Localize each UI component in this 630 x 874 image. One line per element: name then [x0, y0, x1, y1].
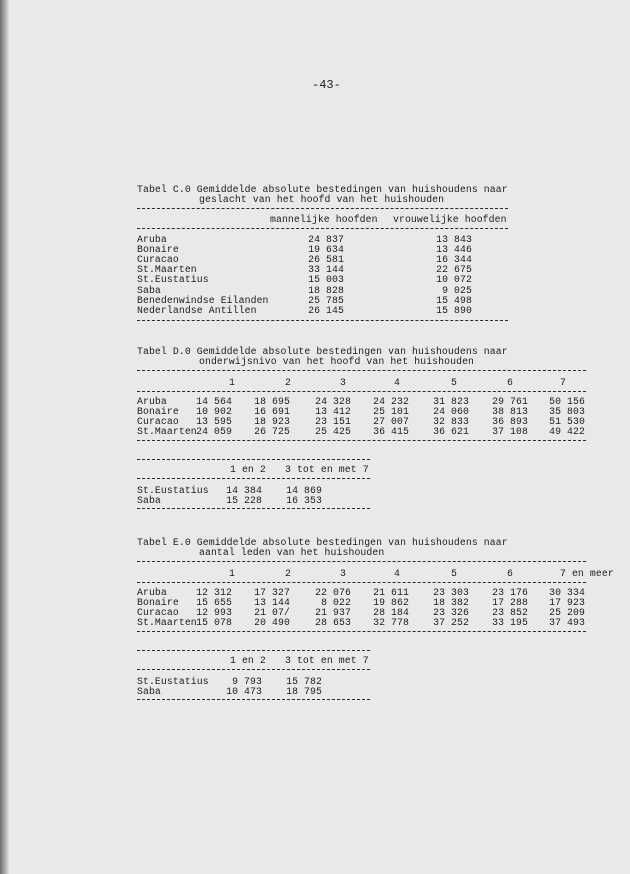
- table-cell: 22 675: [436, 264, 472, 276]
- dashed-rule: [137, 459, 370, 460]
- table-cell: 33 195: [492, 617, 528, 628]
- table-cell: 16 344: [436, 254, 472, 266]
- table-cell: 18 828: [308, 284, 344, 296]
- table-cell: 19 862: [373, 597, 409, 608]
- table-e-title: Tabel E.0 Gemiddelde absolute bestedingen van huishoudens naar: [137, 537, 508, 548]
- table-cell: 14 564: [196, 396, 232, 407]
- subtable-cell: 15 228: [226, 495, 262, 506]
- table-cell: 15 003: [308, 274, 344, 286]
- table-cell: 36 415: [373, 426, 409, 437]
- table-cell: 12 312: [196, 587, 232, 598]
- table-cell: 13 412: [315, 406, 351, 417]
- table-column-header: 5: [451, 568, 457, 579]
- table-cell: 29 761: [492, 396, 528, 407]
- table-column-header: 1: [229, 377, 235, 388]
- table-row-label: Saba: [137, 284, 161, 296]
- subtable-cell: 18 795: [286, 686, 322, 697]
- subtable-cell: 9 793: [232, 676, 262, 687]
- subtable-cell: 14 384: [226, 485, 262, 496]
- table-cell: 17 327: [254, 587, 290, 598]
- table-column-header: 7: [560, 377, 566, 388]
- table-column-header: 6: [507, 377, 513, 388]
- table-row-label: St.Maarten: [137, 617, 197, 628]
- table-cell: 25 101: [373, 406, 409, 417]
- subtable-cell: 16 353: [286, 495, 322, 506]
- table-row-label: Aruba: [137, 587, 167, 598]
- table-row-label: Curacao: [137, 607, 179, 618]
- table-row-label: Curacao: [137, 254, 179, 266]
- table-row-label: Bonaire: [137, 597, 179, 608]
- table-row-label: Benedenwindse Eilanden: [137, 294, 269, 306]
- table-cell: 9 025: [442, 284, 472, 296]
- table-row-label: Aruba: [137, 234, 167, 245]
- table-e-subtitle: aantal leden van het huishouden: [199, 547, 385, 558]
- subtable-header: 3 tot en met 7: [285, 464, 369, 475]
- table-cell: 23 176: [492, 587, 528, 598]
- table-cell: 15 078: [196, 617, 232, 628]
- table-cell: 18 382: [433, 597, 469, 608]
- table-cell: 10 072: [436, 274, 472, 286]
- table-cell: 28 653: [315, 617, 351, 628]
- table-column-header: 3: [340, 377, 346, 388]
- table-column-header: 4: [394, 568, 400, 579]
- dashed-rule: [137, 582, 586, 583]
- dashed-rule: [137, 228, 508, 229]
- dashed-rule: [137, 478, 370, 479]
- table-cell: 21 07/: [254, 607, 290, 618]
- dashed-rule: [137, 508, 370, 509]
- table-cell: 12 993: [196, 607, 232, 618]
- table-cell: 17 288: [492, 597, 528, 608]
- table-row-label: St.Maarten: [137, 426, 197, 437]
- table-cell: 24 060: [433, 406, 469, 417]
- table-cell: 13 595: [196, 416, 232, 427]
- dashed-rule: [137, 650, 370, 651]
- subtable-header: 1 en 2: [230, 464, 266, 475]
- table-cell: 33 144: [308, 264, 344, 276]
- table-cell: 50 156: [549, 396, 585, 407]
- table-column-header: 4: [394, 377, 400, 388]
- dashed-rule: [137, 699, 370, 700]
- table-cell: 24 232: [373, 396, 409, 407]
- table-cell: 28 184: [373, 607, 409, 618]
- table-row-label: Curacao: [137, 416, 179, 427]
- dashed-rule: [137, 370, 586, 371]
- dashed-rule: [137, 391, 586, 392]
- table-column-header: 7 en meer: [560, 568, 614, 579]
- table-cell: 31 823: [433, 396, 469, 407]
- table-column-header: 2: [285, 568, 291, 579]
- table-cell: 13 144: [254, 597, 290, 608]
- table-cell: 35 803: [549, 406, 585, 417]
- scan-page-edge: [0, 0, 9, 874]
- table-c-title: Tabel C.0 Gemiddelde absolute bestedingen van huishoudens naar: [137, 184, 508, 195]
- table-column-header: 6: [507, 568, 513, 579]
- table-cell: 21 937: [315, 607, 351, 618]
- subtable-cell: 14 869: [286, 485, 322, 496]
- table-cell: 36 621: [433, 426, 469, 437]
- subtable-row-label: St.Eustatius: [137, 676, 209, 687]
- subtable-row-label: Saba: [137, 495, 161, 506]
- table-row-label: St.Eustatius: [137, 274, 209, 286]
- table-cell: 18 923: [254, 416, 290, 427]
- table-cell: 26 581: [308, 254, 344, 266]
- table-cell: 17 923: [549, 597, 585, 608]
- table-cell: 22 076: [315, 587, 351, 598]
- table-cell: 15 498: [436, 294, 472, 306]
- dashed-rule: [137, 208, 508, 209]
- table-cell: 36 893: [492, 416, 528, 427]
- table-c-header: mannelijke hoofden: [270, 214, 378, 225]
- subtable-row-label: Saba: [137, 686, 161, 697]
- table-row-label: Aruba: [137, 396, 167, 407]
- subtable-header: 3 tot en met 7: [285, 655, 369, 666]
- table-cell: 25 785: [308, 294, 344, 306]
- table-cell: 15 655: [196, 597, 232, 608]
- table-cell: 19 634: [308, 244, 344, 256]
- table-cell: 24 328: [315, 396, 351, 407]
- table-cell: 26 725: [254, 426, 290, 437]
- dashed-rule: [137, 561, 586, 562]
- table-cell: 18 695: [254, 396, 290, 407]
- table-column-header: 1: [229, 568, 235, 579]
- subtable-cell: 15 782: [286, 676, 322, 687]
- table-cell: 24 059: [196, 426, 232, 437]
- table-cell: 37 493: [549, 617, 585, 628]
- table-cell: 23 326: [433, 607, 469, 618]
- dashed-rule: [137, 320, 508, 321]
- table-cell: 32 833: [433, 416, 469, 427]
- subtable-header: 1 en 2: [230, 655, 266, 666]
- table-cell: 13 843: [436, 234, 472, 245]
- table-cell: 37 108: [492, 426, 528, 437]
- table-column-header: 3: [340, 568, 346, 579]
- page-number: -43-: [312, 78, 341, 92]
- table-cell: 23 151: [315, 416, 351, 427]
- table-cell: 10 902: [196, 406, 232, 417]
- table-d-subtitle: onderwijsnivo van het hoofd van het huishouden: [199, 356, 475, 367]
- table-row-label: Nederlandse Antillen: [137, 304, 257, 316]
- table-cell: 13 446: [436, 244, 472, 256]
- table-cell: 16 691: [254, 406, 290, 417]
- table-c-header: vrouwelijke hoofden: [393, 214, 507, 225]
- table-cell: 26 145: [308, 304, 344, 316]
- table-cell: 51 530: [549, 416, 585, 427]
- table-cell: 30 334: [549, 587, 585, 598]
- table-row-label: St.Maarten: [137, 264, 197, 276]
- table-cell: 38 813: [492, 406, 528, 417]
- table-row-label: Bonaire: [137, 244, 179, 256]
- table-cell: 37 252: [433, 617, 469, 628]
- table-cell: 25 425: [315, 426, 351, 437]
- table-cell: 25 209: [549, 607, 585, 618]
- table-cell: 24 837: [308, 234, 344, 245]
- table-cell: 23 303: [433, 587, 469, 598]
- table-cell: 32 778: [373, 617, 409, 628]
- dashed-rule: [137, 669, 370, 670]
- table-row-label: Bonaire: [137, 406, 179, 417]
- table-c-subtitle: geslacht van het hoofd van het huishouden: [199, 194, 445, 205]
- table-cell: 49 422: [549, 426, 585, 437]
- subtable-cell: 10 473: [226, 686, 262, 697]
- table-cell: 15 890: [436, 304, 472, 316]
- subtable-row-label: St.Eustatius: [137, 485, 209, 496]
- table-column-header: 2: [285, 377, 291, 388]
- table-column-header: 5: [451, 377, 457, 388]
- table-d-title: Tabel D.0 Gemiddelde absolute bestedingen van huishoudens naar: [137, 346, 508, 357]
- table-cell: 27 007: [373, 416, 409, 427]
- table-cell: 23 852: [492, 607, 528, 618]
- dashed-rule: [137, 631, 586, 632]
- table-cell: 21 611: [373, 587, 409, 598]
- table-cell: 8 022: [321, 597, 351, 608]
- table-cell: 20 490: [254, 617, 290, 628]
- dashed-rule: [137, 440, 586, 441]
